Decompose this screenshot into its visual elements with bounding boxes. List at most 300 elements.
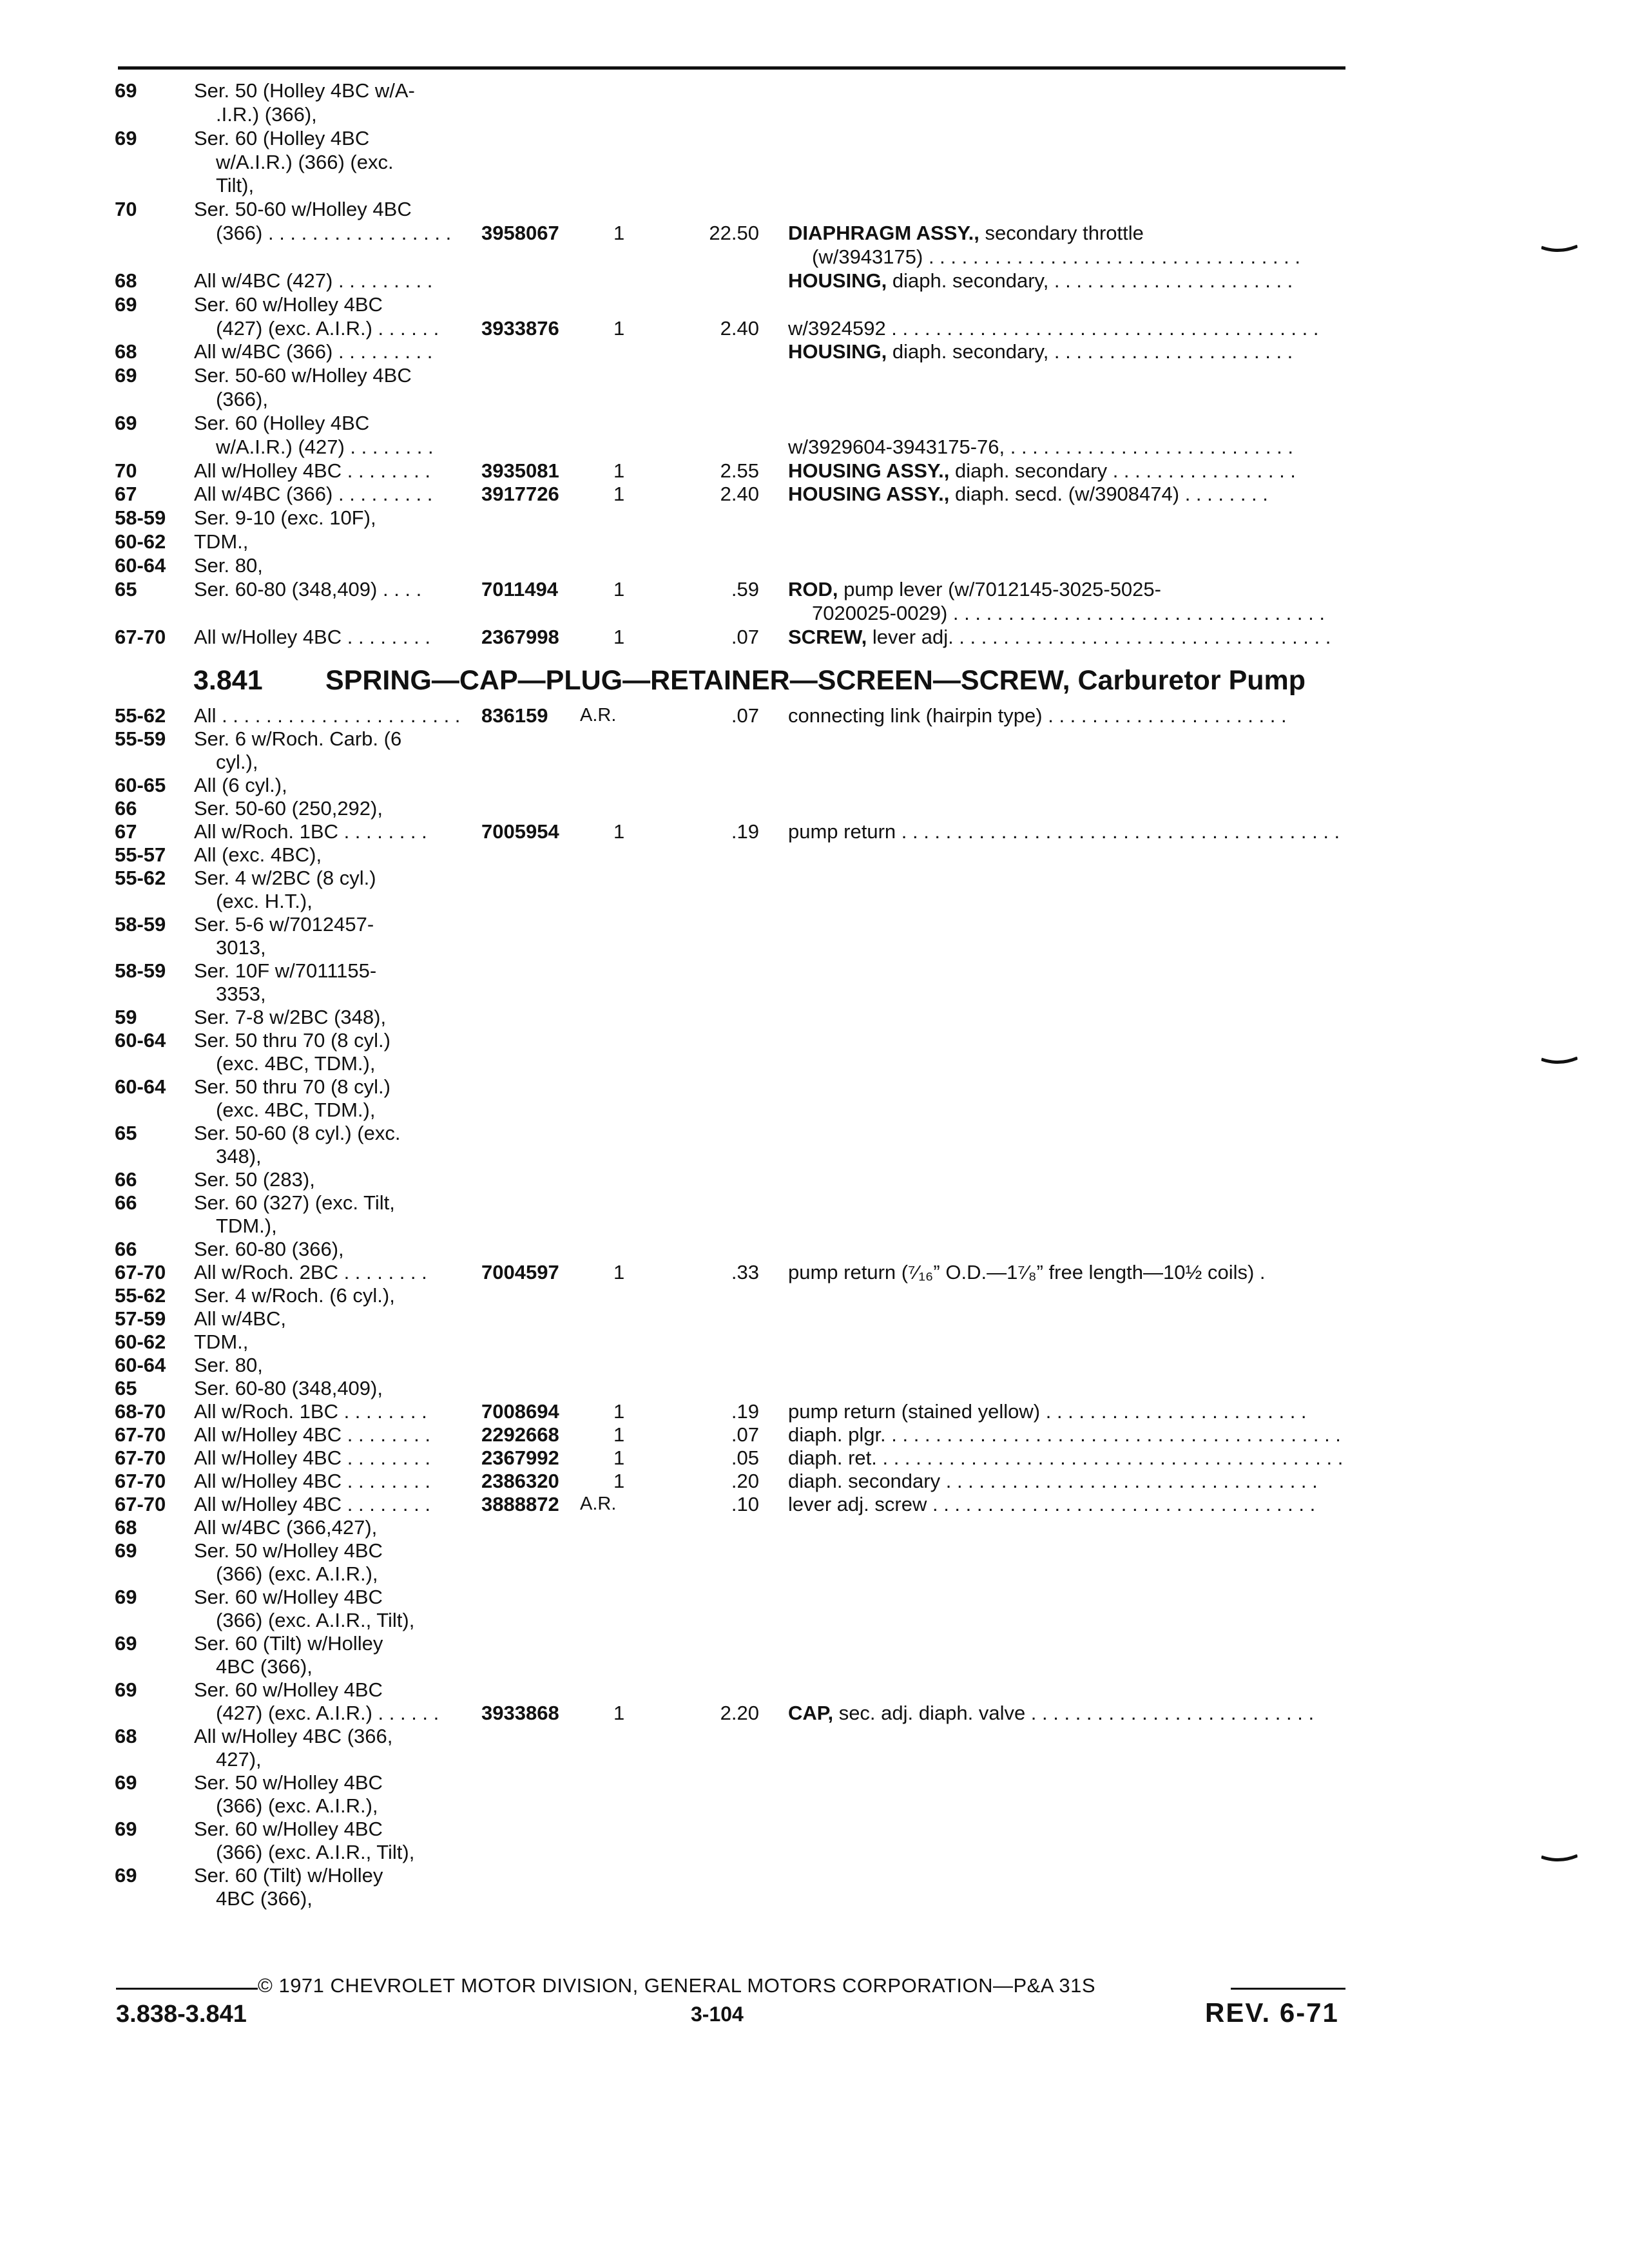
application-text: All w/4BC (366) . . . . . . . . .: [194, 340, 433, 363]
part-name-keyword: HOUSING,: [788, 269, 887, 292]
year-range: 69: [115, 1818, 137, 1840]
part-name-keyword: CAP,: [788, 1702, 834, 1724]
list-item: [0, 1307, 1629, 1331]
application-text: All w/Holley 4BC . . . . . . . .: [194, 1470, 430, 1492]
list-item: [0, 506, 1629, 530]
part-name-detail: pump lever (w/7012145-3025-5025-: [838, 577, 1161, 601]
year-range: 58-59: [115, 959, 166, 982]
application-text: 3353,: [216, 983, 266, 1005]
part-name: [788, 625, 1331, 649]
list-item: [0, 1794, 1629, 1818]
application-text: All w/4BC (366,427),: [194, 1516, 378, 1539]
part-name: [812, 245, 1300, 269]
quantity: 1: [613, 1261, 625, 1283]
part-name-detail: pump return (⁷⁄₁₆” O.D.—1⁷⁄₈” free length—10½ coils) .: [788, 1261, 1266, 1283]
year-range: 67-70: [115, 625, 166, 648]
year-range: 69: [115, 411, 137, 434]
list-item: [0, 982, 1629, 1006]
year-range: 70: [115, 198, 137, 221]
application-text: (366) (exc. A.I.R., Tilt),: [216, 1609, 415, 1631]
application-text: Ser. 60 w/Holley 4BC: [194, 1678, 383, 1701]
year-range: 59: [115, 1006, 137, 1028]
quantity: 1: [613, 625, 625, 648]
list-item: [0, 269, 1629, 293]
list-item: [0, 796, 1629, 820]
list-item: [0, 102, 1629, 126]
application-text: All w/Holley 4BC . . . . . . . .: [194, 625, 430, 648]
price: .10: [731, 1493, 759, 1515]
year-range: 65: [115, 1377, 137, 1399]
quantity: 1: [613, 577, 625, 601]
year-range: 69: [115, 1771, 137, 1794]
list-item: [0, 1260, 1629, 1284]
quantity: 1: [613, 1702, 625, 1724]
application-text: All w/Holley 4BC . . . . . . . .: [194, 1493, 430, 1515]
part-name-detail: w/3924592 . . . . . . . . . . . . . . . . . . . . . . . . . . . . . . . . . . . . . . .: [788, 316, 1319, 340]
list-item: [0, 1492, 1629, 1516]
list-item: [0, 1075, 1629, 1099]
year-range: 65: [115, 1122, 137, 1144]
year-range: 69: [115, 126, 137, 149]
list-item: [0, 1446, 1629, 1470]
application-text: 427),: [216, 1748, 262, 1771]
list-item: [0, 126, 1629, 150]
list-item: [0, 221, 1629, 245]
list-item: [0, 340, 1629, 363]
part-name: [788, 1469, 1318, 1493]
application-text: Ser. 50 w/Holley 4BC: [194, 1539, 383, 1562]
list-item: [0, 173, 1629, 197]
year-range: 55-62: [115, 1284, 166, 1307]
part-name-detail: lever adj. screw . . . . . . . . . . . . . . . . . . . . . . . . . . . . . . . . . . .: [788, 1493, 1316, 1515]
list-item: [0, 1353, 1629, 1377]
part-name-detail: secondary throttle: [979, 222, 1144, 245]
part-name-detail: diaph. secondary, . . . . . . . . . . . . . . . . . . . . . .: [887, 269, 1293, 292]
application-text: Ser. 60-80 (348,409),: [194, 1377, 383, 1399]
year-range: 69: [115, 1864, 137, 1887]
part-name: [788, 704, 1287, 727]
part-number: 3958067: [481, 222, 559, 245]
list-item: [0, 1121, 1629, 1145]
year-range: 55-62: [115, 867, 166, 889]
list-item: [0, 625, 1629, 649]
price: 2.40: [720, 483, 759, 506]
quantity: 1: [613, 820, 625, 843]
quantity: 1: [613, 1400, 625, 1423]
application-text: Ser. 50-60 (8 cyl.) (exc.: [194, 1122, 401, 1144]
application-text: All (6 cyl.),: [194, 774, 287, 796]
application-text: Ser. 50 w/Holley 4BC: [194, 1771, 383, 1794]
list-item: [0, 1283, 1629, 1307]
application-text: Ser. 10F w/7011155-: [194, 959, 377, 982]
application-text: (366) . . . . . . . . . . . . . . . . .: [216, 222, 452, 245]
list-item: [0, 363, 1629, 387]
year-range: 68: [115, 269, 137, 292]
list-item: [0, 1608, 1629, 1632]
part-name-detail: diaph. secondary . . . . . . . . . . . . . . . . . . . . . . . . . . . . . . . . . .: [788, 1470, 1318, 1492]
part-name-detail: diaph. secondary, . . . . . . . . . . . . . . . . . . . . . .: [887, 340, 1293, 363]
application-text: Ser. 50 thru 70 (8 cyl.): [194, 1075, 390, 1098]
part-name-detail: 7020025-0029) . . . . . . . . . . . . . . . . . . . . . . . . . . . . . . . . . .: [812, 601, 1325, 624]
quantity: 1: [613, 1470, 625, 1492]
application-text: All w/Roch. 1BC . . . . . . . .: [194, 1400, 427, 1423]
list-item: [0, 1052, 1629, 1075]
margin-mark: [1541, 245, 1577, 254]
application-text: Ser. 80,: [194, 1354, 263, 1376]
list-item: [0, 1376, 1629, 1400]
application-text: (exc. 4BC, TDM.),: [216, 1052, 376, 1075]
part-name-detail: lever adj. . . . . . . . . . . . . . . . . . . . . . . . . . . . . . . . . . .: [867, 625, 1331, 648]
list-item: [0, 889, 1629, 913]
list-item: [0, 435, 1629, 459]
part-number: 2367992: [481, 1446, 559, 1469]
year-range: 67-70: [115, 1446, 166, 1469]
list-item: [0, 727, 1629, 751]
price: .19: [731, 820, 759, 843]
application-text: Ser. 4 w/Roch. (6 cyl.),: [194, 1284, 395, 1307]
list-item: [0, 1191, 1629, 1215]
list-item: [0, 1631, 1629, 1655]
application-text: 3013,: [216, 936, 266, 959]
application-text: 348),: [216, 1145, 262, 1168]
year-range: 67: [115, 483, 137, 506]
quantity: 1: [613, 316, 625, 340]
list-item: [0, 387, 1629, 411]
application-text: Ser. 60 (Tilt) w/Holley: [194, 1864, 383, 1887]
application-text: Ser. 7-8 w/2BC (348),: [194, 1006, 387, 1028]
part-number: 2292668: [481, 1423, 559, 1446]
application-text: Ser. 60 w/Holley 4BC: [194, 1586, 383, 1608]
part-number: 3917726: [481, 483, 559, 506]
application-text: Ser. 50-60 w/Holley 4BC: [194, 198, 412, 221]
list-item: [0, 1863, 1629, 1887]
price: .59: [731, 577, 759, 601]
part-name: [788, 435, 1293, 459]
price: 2.40: [720, 316, 759, 340]
list-item: [0, 459, 1629, 483]
quantity: A.R.: [580, 705, 617, 726]
application-text: Ser. 60 (Holley 4BC: [194, 126, 370, 149]
list-item: [0, 820, 1629, 843]
part-number: 3933868: [481, 1702, 559, 1724]
application-text: (427) (exc. A.I.R.) . . . . . .: [216, 316, 439, 340]
application-text: Ser. 50-60 w/Holley 4BC: [194, 364, 412, 387]
list-item: [0, 1005, 1629, 1029]
list-item: [0, 1423, 1629, 1446]
year-range: 60-64: [115, 1075, 166, 1098]
top-rule: [118, 66, 1345, 70]
application-text: Ser. 9-10 (exc. 10F),: [194, 506, 376, 530]
application-text: Ser. 6 w/Roch. Carb. (6: [194, 727, 402, 750]
list-item: [0, 912, 1629, 936]
part-name-detail: diaph. secondary . . . . . . . . . . . . . . . . .: [949, 459, 1296, 482]
application-text: (366) (exc. A.I.R., Tilt),: [216, 1841, 415, 1863]
part-name-detail: (w/3943175) . . . . . . . . . . . . . . . . . . . . . . . . . . . . . . . . . .: [812, 245, 1301, 268]
year-range: 67-70: [115, 1423, 166, 1446]
footer-section-range: 3.838-3.841: [116, 2001, 247, 2028]
year-range: 66: [115, 1168, 137, 1191]
footer-revision: REV. 6-71: [1205, 1997, 1339, 2028]
year-range: 67-70: [115, 1470, 166, 1492]
year-range: 69: [115, 79, 137, 102]
price: 2.55: [720, 459, 759, 482]
section-number: 3.841: [193, 665, 263, 696]
part-name-detail: sec. adj. diaph. valve . . . . . . . . . . . . . . . . . . . . . . . . . .: [833, 1702, 1315, 1724]
part-name-keyword: SCREW,: [788, 625, 867, 648]
application-text: All (exc. 4BC),: [194, 843, 322, 866]
part-name: [788, 1701, 1314, 1725]
application-text: Ser. 60 (327) (exc. Tilt,: [194, 1191, 395, 1214]
list-item: [0, 959, 1629, 983]
list-item: [0, 704, 1629, 727]
list-item: [0, 1330, 1629, 1354]
part-name-detail: w/3929604-3943175-76, . . . . . . . . . . . . . . . . . . . . . . . . . .: [788, 435, 1293, 458]
application-text: All w/Holley 4BC (366,: [194, 1725, 393, 1747]
list-item: [0, 1144, 1629, 1168]
part-number: 3933876: [481, 316, 559, 340]
quantity: A.R.: [580, 1494, 617, 1514]
year-range: 60-65: [115, 774, 166, 796]
year-range: 67-70: [115, 1493, 166, 1515]
part-name: [788, 340, 1293, 363]
application-text: Ser. 60 (Tilt) w/Holley: [194, 1632, 383, 1655]
list-item: [0, 1585, 1629, 1609]
application-text: (366),: [216, 388, 268, 411]
list-item: [0, 601, 1629, 625]
price: .07: [731, 704, 759, 727]
list-item: [0, 1168, 1629, 1191]
quantity: 1: [613, 459, 625, 482]
year-range: 70: [115, 459, 137, 482]
part-name: [788, 1260, 1266, 1284]
list-item: [0, 1562, 1629, 1586]
list-item: [0, 750, 1629, 774]
list-item: [0, 79, 1629, 102]
list-item: [0, 245, 1629, 269]
part-number: 7011494: [481, 577, 558, 601]
list-item: [0, 1840, 1629, 1864]
application-text: Tilt),: [216, 174, 255, 197]
application-text: (366) (exc. A.I.R.),: [216, 1562, 378, 1585]
year-range: 69: [115, 1539, 137, 1562]
list-item: [0, 1028, 1629, 1052]
price: .05: [731, 1446, 759, 1469]
footer-page-number: 3-104: [691, 2003, 744, 2026]
application-text: TDM.,: [194, 1331, 249, 1353]
part-name: [788, 459, 1296, 483]
year-range: 69: [115, 364, 137, 387]
year-range: 60-62: [115, 530, 166, 553]
list-item: [0, 1701, 1629, 1725]
application-text: Ser. 50 thru 70 (8 cyl.): [194, 1029, 390, 1052]
list-item: [0, 316, 1629, 340]
year-range: 58-59: [115, 506, 166, 530]
application-text: All w/4BC (427) . . . . . . . . .: [194, 269, 433, 292]
list-item: [0, 1655, 1629, 1678]
application-text: All w/Holley 4BC . . . . . . . .: [194, 1446, 430, 1469]
application-text: Ser. 60 (Holley 4BC: [194, 411, 370, 434]
quantity: 1: [613, 1423, 625, 1446]
year-range: 55-62: [115, 704, 166, 727]
application-text: Ser. 60-80 (348,409) . . . .: [194, 577, 422, 601]
application-text: Ser. 60 w/Holley 4BC: [194, 1818, 383, 1840]
list-item: [0, 843, 1629, 867]
part-name: [788, 316, 1318, 340]
year-range: 69: [115, 1678, 137, 1701]
section-title: SPRING—CAP—PLUG—RETAINER—SCREEN—SCREW, Carburetor Pump: [325, 665, 1306, 696]
list-item: [0, 411, 1629, 435]
list-item: [0, 577, 1629, 601]
application-text: Ser. 60-80 (366),: [194, 1238, 344, 1260]
year-range: 60-64: [115, 1029, 166, 1052]
application-text: TDM.,: [194, 530, 249, 553]
application-text: Ser. 50 (Holley 4BC w/A-: [194, 79, 415, 102]
part-name-detail: diaph. plgr. . . . . . . . . . . . . . . . . . . . . . . . . . . . . . . . . . . . . . . . . .: [788, 1423, 1341, 1446]
quantity: 1: [613, 1446, 625, 1469]
year-range: 58-59: [115, 913, 166, 936]
part-name-detail: diaph. ret. . . . . . . . . . . . . . . . . . . . . . . . . . . . . . . . . . . . . . . . . . .: [788, 1446, 1344, 1469]
list-item: [0, 866, 1629, 890]
year-range: 68: [115, 340, 137, 363]
list-item: [0, 1817, 1629, 1841]
year-range: 66: [115, 1191, 137, 1214]
list-item: [0, 1678, 1629, 1702]
price: .07: [731, 1423, 759, 1446]
year-range: 69: [115, 293, 137, 316]
part-number: 3888872: [481, 1493, 559, 1515]
application-text: (exc. H.T.),: [216, 890, 313, 912]
list-item: [0, 936, 1629, 959]
part-name-keyword: DIAPHRAGM ASSY.,: [788, 222, 979, 245]
application-text: w/A.I.R.) (366) (exc.: [216, 150, 394, 173]
application-text: All w/Holley 4BC . . . . . . . .: [194, 459, 430, 482]
year-range: 69: [115, 1586, 137, 1608]
part-name: [788, 577, 1161, 601]
application-text: (427) (exc. A.I.R.) . . . . . .: [216, 1702, 439, 1724]
application-text: All w/4BC,: [194, 1307, 286, 1330]
year-range: 55-57: [115, 843, 166, 866]
footer-copyright: © 1971 CHEVROLET MOTOR DIVISION, GENERAL MOTORS CORPORATION—P&A 31S: [258, 1974, 1096, 1997]
part-name: [788, 1423, 1341, 1446]
price: .33: [731, 1261, 759, 1283]
year-range: 68-70: [115, 1400, 166, 1423]
list-item: [0, 1469, 1629, 1493]
application-text: All w/4BC (366) . . . . . . . . .: [194, 483, 433, 506]
list-item: [0, 1747, 1629, 1771]
application-text: All w/Roch. 1BC . . . . . . . .: [194, 820, 427, 843]
part-number: 836159: [481, 704, 548, 727]
list-item: [0, 1237, 1629, 1261]
list-item: [0, 1539, 1629, 1562]
application-text: Ser. 60 w/Holley 4BC: [194, 293, 383, 316]
part-number: 2367998: [481, 625, 559, 648]
year-range: 69: [115, 1632, 137, 1655]
application-text: Ser. 4 w/2BC (8 cyl.): [194, 867, 376, 889]
application-text: (exc. 4BC, TDM.),: [216, 1099, 376, 1121]
list-item: [0, 553, 1629, 577]
list-item: [0, 1887, 1629, 1910]
application-text: All . . . . . . . . . . . . . . . . . . . . . .: [194, 704, 461, 727]
list-item: [0, 1771, 1629, 1794]
part-name: [788, 482, 1268, 506]
part-number: 2386320: [481, 1470, 559, 1492]
list-item: [0, 530, 1629, 553]
application-text: w/A.I.R.) (427) . . . . . . . .: [216, 435, 434, 458]
part-name-keyword: HOUSING ASSY.,: [788, 459, 950, 482]
list-item: [0, 1515, 1629, 1539]
quantity: 1: [613, 222, 625, 245]
part-name-detail: diaph. secd. (w/3908474) . . . . . . . .: [949, 483, 1268, 506]
part-name: [812, 601, 1325, 625]
part-name-keyword: HOUSING,: [788, 340, 887, 363]
application-text: (366) (exc. A.I.R.),: [216, 1794, 378, 1817]
application-text: All w/Holley 4BC . . . . . . . .: [194, 1423, 430, 1446]
application-text: cyl.),: [216, 751, 258, 773]
part-name: [788, 269, 1293, 293]
list-item: [0, 150, 1629, 174]
application-text: Ser. 50-60 (250,292),: [194, 797, 383, 820]
year-range: 68: [115, 1516, 137, 1539]
year-range: 67-70: [115, 1261, 166, 1283]
list-item: [0, 1214, 1629, 1238]
year-range: 67: [115, 820, 137, 843]
year-range: 60-64: [115, 554, 166, 577]
year-range: 60-62: [115, 1331, 166, 1353]
price: .19: [731, 1400, 759, 1423]
list-item: [0, 293, 1629, 316]
application-text: All w/Roch. 2BC . . . . . . . .: [194, 1261, 427, 1283]
part-number: 3935081: [481, 459, 559, 482]
year-range: 57-59: [115, 1307, 166, 1330]
application-text: Ser. 50 (283),: [194, 1168, 315, 1191]
footer-rule-left: [116, 1988, 258, 1990]
list-item: [0, 1724, 1629, 1748]
list-item: [0, 1098, 1629, 1122]
part-name-detail: connecting link (hairpin type) . . . . . . . . . . . . . . . . . . . . . .: [788, 704, 1287, 727]
quantity: 1: [613, 483, 625, 506]
year-range: 66: [115, 1238, 137, 1260]
application-text: Ser. 5-6 w/7012457-: [194, 913, 374, 936]
margin-mark: [1541, 1057, 1577, 1066]
year-range: 66: [115, 797, 137, 820]
part-number: 7004597: [481, 1261, 559, 1283]
part-name: [788, 1492, 1315, 1516]
year-range: 60-64: [115, 1354, 166, 1376]
part-name: [788, 221, 1144, 245]
part-number: 7008694: [481, 1400, 559, 1423]
list-item: [0, 482, 1629, 506]
price: .20: [731, 1470, 759, 1492]
application-text: 4BC (366),: [216, 1887, 313, 1910]
year-range: 55-59: [115, 727, 166, 750]
part-name: [788, 1399, 1307, 1423]
part-name-detail: pump return (stained yellow) . . . . . . . . . . . . . . . . . . . . . . . .: [788, 1400, 1307, 1423]
year-range: 68: [115, 1725, 137, 1747]
part-name: [788, 820, 1340, 843]
application-text: Ser. 80,: [194, 554, 263, 577]
margin-mark: [1541, 1854, 1577, 1863]
price: .07: [731, 625, 759, 648]
application-text: 4BC (366),: [216, 1655, 313, 1678]
price: 22.50: [709, 222, 759, 245]
part-name: [788, 1446, 1343, 1470]
list-item: [0, 773, 1629, 797]
part-number: 7005954: [481, 820, 559, 843]
application-text: .I.R.) (366),: [216, 102, 317, 126]
footer-rule-right: [1231, 1988, 1345, 1990]
part-name-keyword: HOUSING ASSY.,: [788, 483, 950, 506]
year-range: 65: [115, 577, 137, 601]
